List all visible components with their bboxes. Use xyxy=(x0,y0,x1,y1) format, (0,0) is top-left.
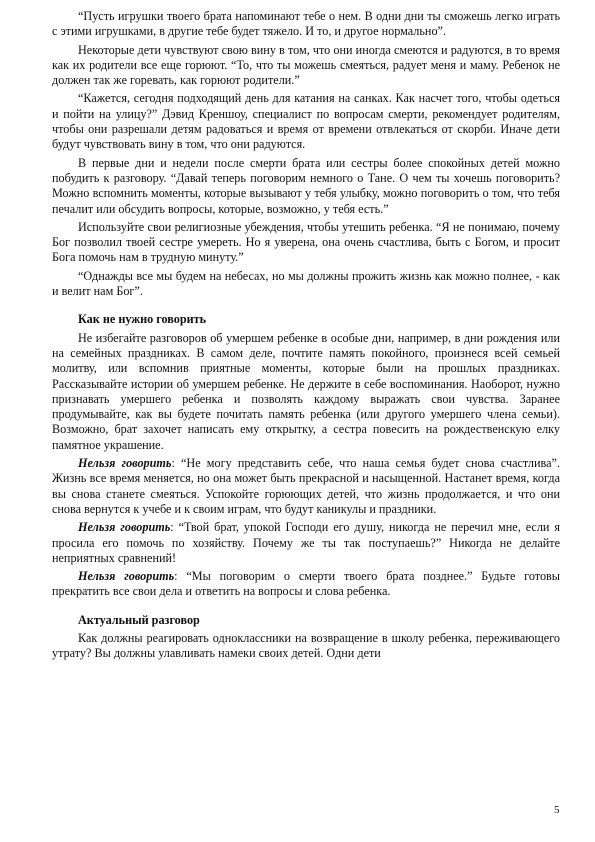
dont-say-text: : “Не могу представить себе, что наша семья будет снова счастлива”. Жизнь все время меняется, но она может быть прекрасной и насыщенной. Настанет время, когда вы снова станете смеяться. Успокойте горюющих детей, что жизнь продолжается, и что они снова вернутся к учебе и к своим играм, что будут каникулы и праздники. xyxy=(52,456,560,516)
dont-say-label: Нельзя говорить xyxy=(78,520,171,535)
dont-say-item xyxy=(52,456,560,517)
paragraph-classmates: Как должны реагировать одноклассники на возвращение в школу ребенка, переживающего утрату? Вы должны улавливать намеки своих детей. Одни дети xyxy=(52,630,560,661)
dont-say-text: : “Твой брат, упокой Господи его душу, никогда не перечил мне, если я просила его помочь по хозяйству. Почему же ты так поступаешь?” Никогда не делайте неприятных сравнений! xyxy=(52,520,560,565)
paragraph-heaven: “Однажды все мы будем на небесах, но мы должны прожить жизнь как можно полнее, - как и велит нам Бог”. xyxy=(52,268,560,299)
paragraph-special-days: Не избегайте разговоров об умершем ребенке в особые дни, например, в дни рождения или на семейных праздниках. В самом деле, почтите память покойного, произнеся всей семьей молитву, или вспомнив приятные моменты, которые были на прошлых праздниках. Рассказывайте истории об умершем ребенке. Не держите в себе воспоминания. Наоборот, нужно признавать умершего ребенка и позволять каждому выражать свои чувства. Заранее продумывайте, как вы будете почитать память ребенка (или другого умершего члена семьи). Возможно, брат захочет написать ему открытку, а сестра повесить на рождественскую елку памятное украшение. xyxy=(52,330,560,452)
dont-say-label: Нельзя говорить xyxy=(78,569,175,584)
dont-say-item xyxy=(52,569,560,600)
dont-say-text: : “Мы поговорим о смерти твоего брата позднее.” Будьте готовы прекратить все свои дела и ответить на вопросы и слова ребенка. xyxy=(52,569,560,599)
paragraph-sledding: “Кажется, сегодня подходящий день для катания на санках. Как насчет того, чтобы одеться и пойти на улицу?” Дэвид Креншоу, специалист по вопросам смерти, рекомендует родителям, чтобы они разрешали детям радоваться и время от времени отвлекаться от скорби. Иначе дети будут чувствовать вину в том, что они радуются. xyxy=(52,91,560,152)
dont-say-label: Нельзя говорить xyxy=(78,456,172,471)
section-heading-how-not-to-speak: Как не нужно говорить xyxy=(78,312,207,327)
paragraph-guilt-laughing: Некоторые дети чувствуют свою вину в том, что они иногда смеются и радуются, в то время как их родители все еще горюют. “То, что ты можешь смеяться, радует меня и маму. Ребенок не должен так же горевать, как горюют родители.” xyxy=(52,42,560,88)
paragraph-religion: Используйте свои религиозные убеждения, чтобы утешить ребенка. “Я не понимаю, почему Бог позволил твоей сестре умереть. Но я уверена, она очень счастлива, быть с Богом, и просит Бога помочь нам в трудную минуту.” xyxy=(52,219,560,265)
dont-say-item xyxy=(52,520,560,566)
paragraph-first-days: В первые дни и недели после смерти брата или сестры более спокойных детей можно побудить к разговору. “Давай теперь поговорим немного о Тане. О чем ты хочешь поговорить? Можно вспомнить моменты, которые вызывают у тебя улыбку, можно поговорить о том, что тебя печалит или обсудить вопросы, которые, возможно, у тебя есть.” xyxy=(52,155,560,216)
body-text xyxy=(52,9,560,665)
page-number: 5 xyxy=(554,804,560,816)
paragraph-toys: “Пусть игрушки твоего брата напоминают тебе о нем. В одни дни ты сможешь легко играть с этими игрушками, в другие тебе будет тяжело. И то, и другое нормально”. xyxy=(52,9,560,39)
section-heading-actual-conversation: Актуальный разговор xyxy=(78,612,200,627)
